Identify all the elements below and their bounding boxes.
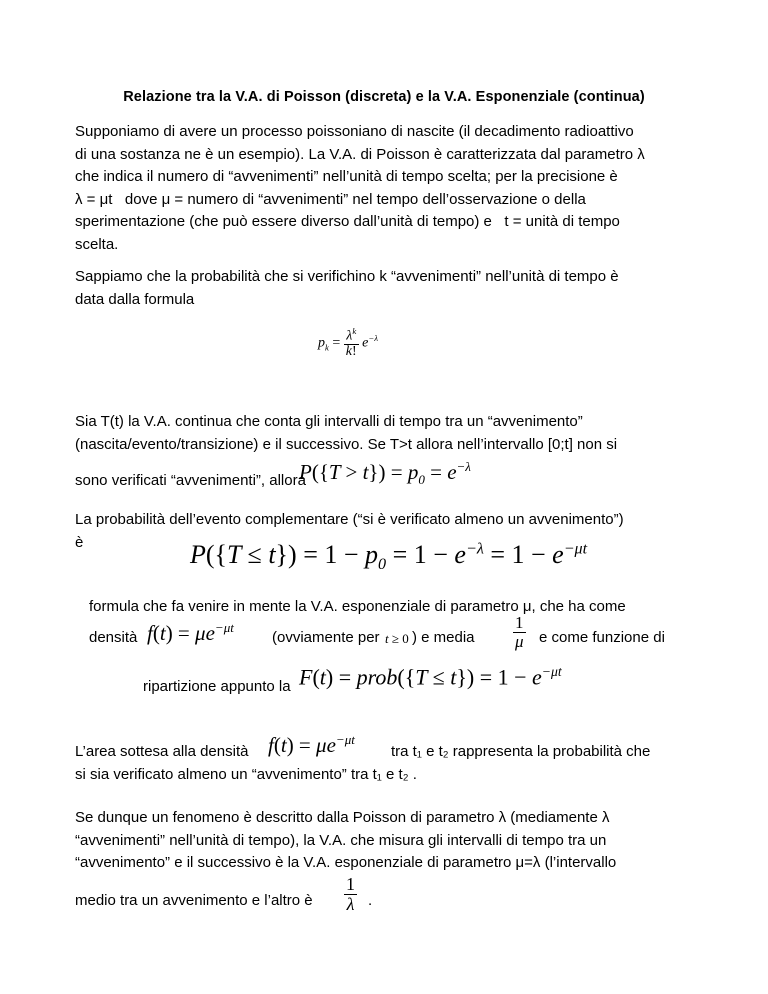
text-line: λ = μt dove μ = numero di “avvenimenti” nel tempo dell’osservazione o della [75,190,586,208]
formula-density-area: $f(t) = \mu e^{-\mu t}$ [268,732,355,757]
text-line: di una sostanza ne è un esempio). La V.A. di Poisson è caratterizzata dal parametro λ [75,145,645,163]
text-line: La probabilità dell’evento complementare (“si è verificato almeno un avvenimento”) [75,511,624,528]
paragraph-t-variable [75,411,693,456]
text-densita: densità [89,629,138,646]
text-line: sperimentazione (che può essere diverso dall’unità di tempo) e t = unità di tempo [75,213,620,230]
text-line: “avvenimenti” nell’unità di tempo), la V.A. che misura gli intervalli di tempo tra un [75,831,607,849]
page-title: Relazione tra la V.A. di Poisson (discreta) e la V.A. Esponenziale (continua) [123,89,645,105]
text-line: medio tra un avvenimento e l’altro è [75,892,313,909]
text-line: formula che fa venire in mente la V.A. esponenziale di parametro μ, che ha come [89,598,626,615]
text-line: è [75,533,84,551]
text-line: “avvenimento” e il successivo è la V.A. esponenziale di parametro μ=λ (l’intervallo [75,854,617,871]
text-line: sono verificati “avvenimenti”, allora [75,472,306,489]
text-ovviamente: (ovviamente per [272,629,380,646]
formula-t-geq-zero: t ≥ 0 [385,631,409,646]
text-ripartizione: ripartizione appunto la [143,678,291,695]
text-area-cont: tra t₁ e t₂ rappresenta la probabilità che [391,743,651,760]
paragraph-intro [75,121,693,256]
text-line: (nascita/evento/transizione) e il successivo. Se T>t allora nell’intervallo [0;t] non si [75,435,618,453]
text-line: che indica il numero di “avvenimenti” nell’unità di tempo scelta; per la precisione è [75,168,618,185]
formula-mean: $\frac{1}{\mu}$ [515,613,524,651]
formula-mean-interval: $\frac{1}{\lambda}$ [346,874,355,914]
formula-density: $f(t) = \mu e^{-\mu t}$ [147,620,234,645]
text-line: Se dunque un fenomeno è descritto dalla Poisson di parametro λ (mediamente λ [75,809,610,826]
formula-p-leq: $P(\{T \le t\}) = 1 - p_0 = 1 - e^{-\lambda} = 1 - e^{-\mu t}$ [190,540,588,574]
paragraph-poisson [75,266,693,311]
text-media: ) e media [412,629,475,646]
text-line: Sia T(t) la V.A. continua che conta gli intervalli di tempo tra un “avvenimento” [75,413,583,430]
text-line: Sappiamo che la probabilità che si verifichino k “avvenimenti” nell’unità di tempo è [75,268,619,285]
text-come-funzione: e come funzione di [539,629,665,646]
poisson-formula: $p_k$ = $\frac{\lambda^k}{k!}$ $e^{-\lambda}$ [318,326,378,360]
formula-p-greater: $P(\{T > t\}) = p_0 = e^{-\lambda}$ [299,459,471,488]
text-line: si sia verificato almeno un “avvenimento” tra t₁ e t₂ . [75,766,417,783]
text-line: scelta. [75,235,119,253]
text-line: Supponiamo di avere un processo poissoniano di nascite (il decadimento radioattivo [75,123,634,140]
text-period: . [368,892,373,909]
text-area: L’area sottesa alla densità [75,743,249,760]
paragraph-conclusion [75,807,693,875]
formula-cdf: F(t) = prob({T ≤ $t\}) = 1 - e^{-\mu t}$ [299,664,562,690]
text-line: data dalla formula [75,290,195,308]
